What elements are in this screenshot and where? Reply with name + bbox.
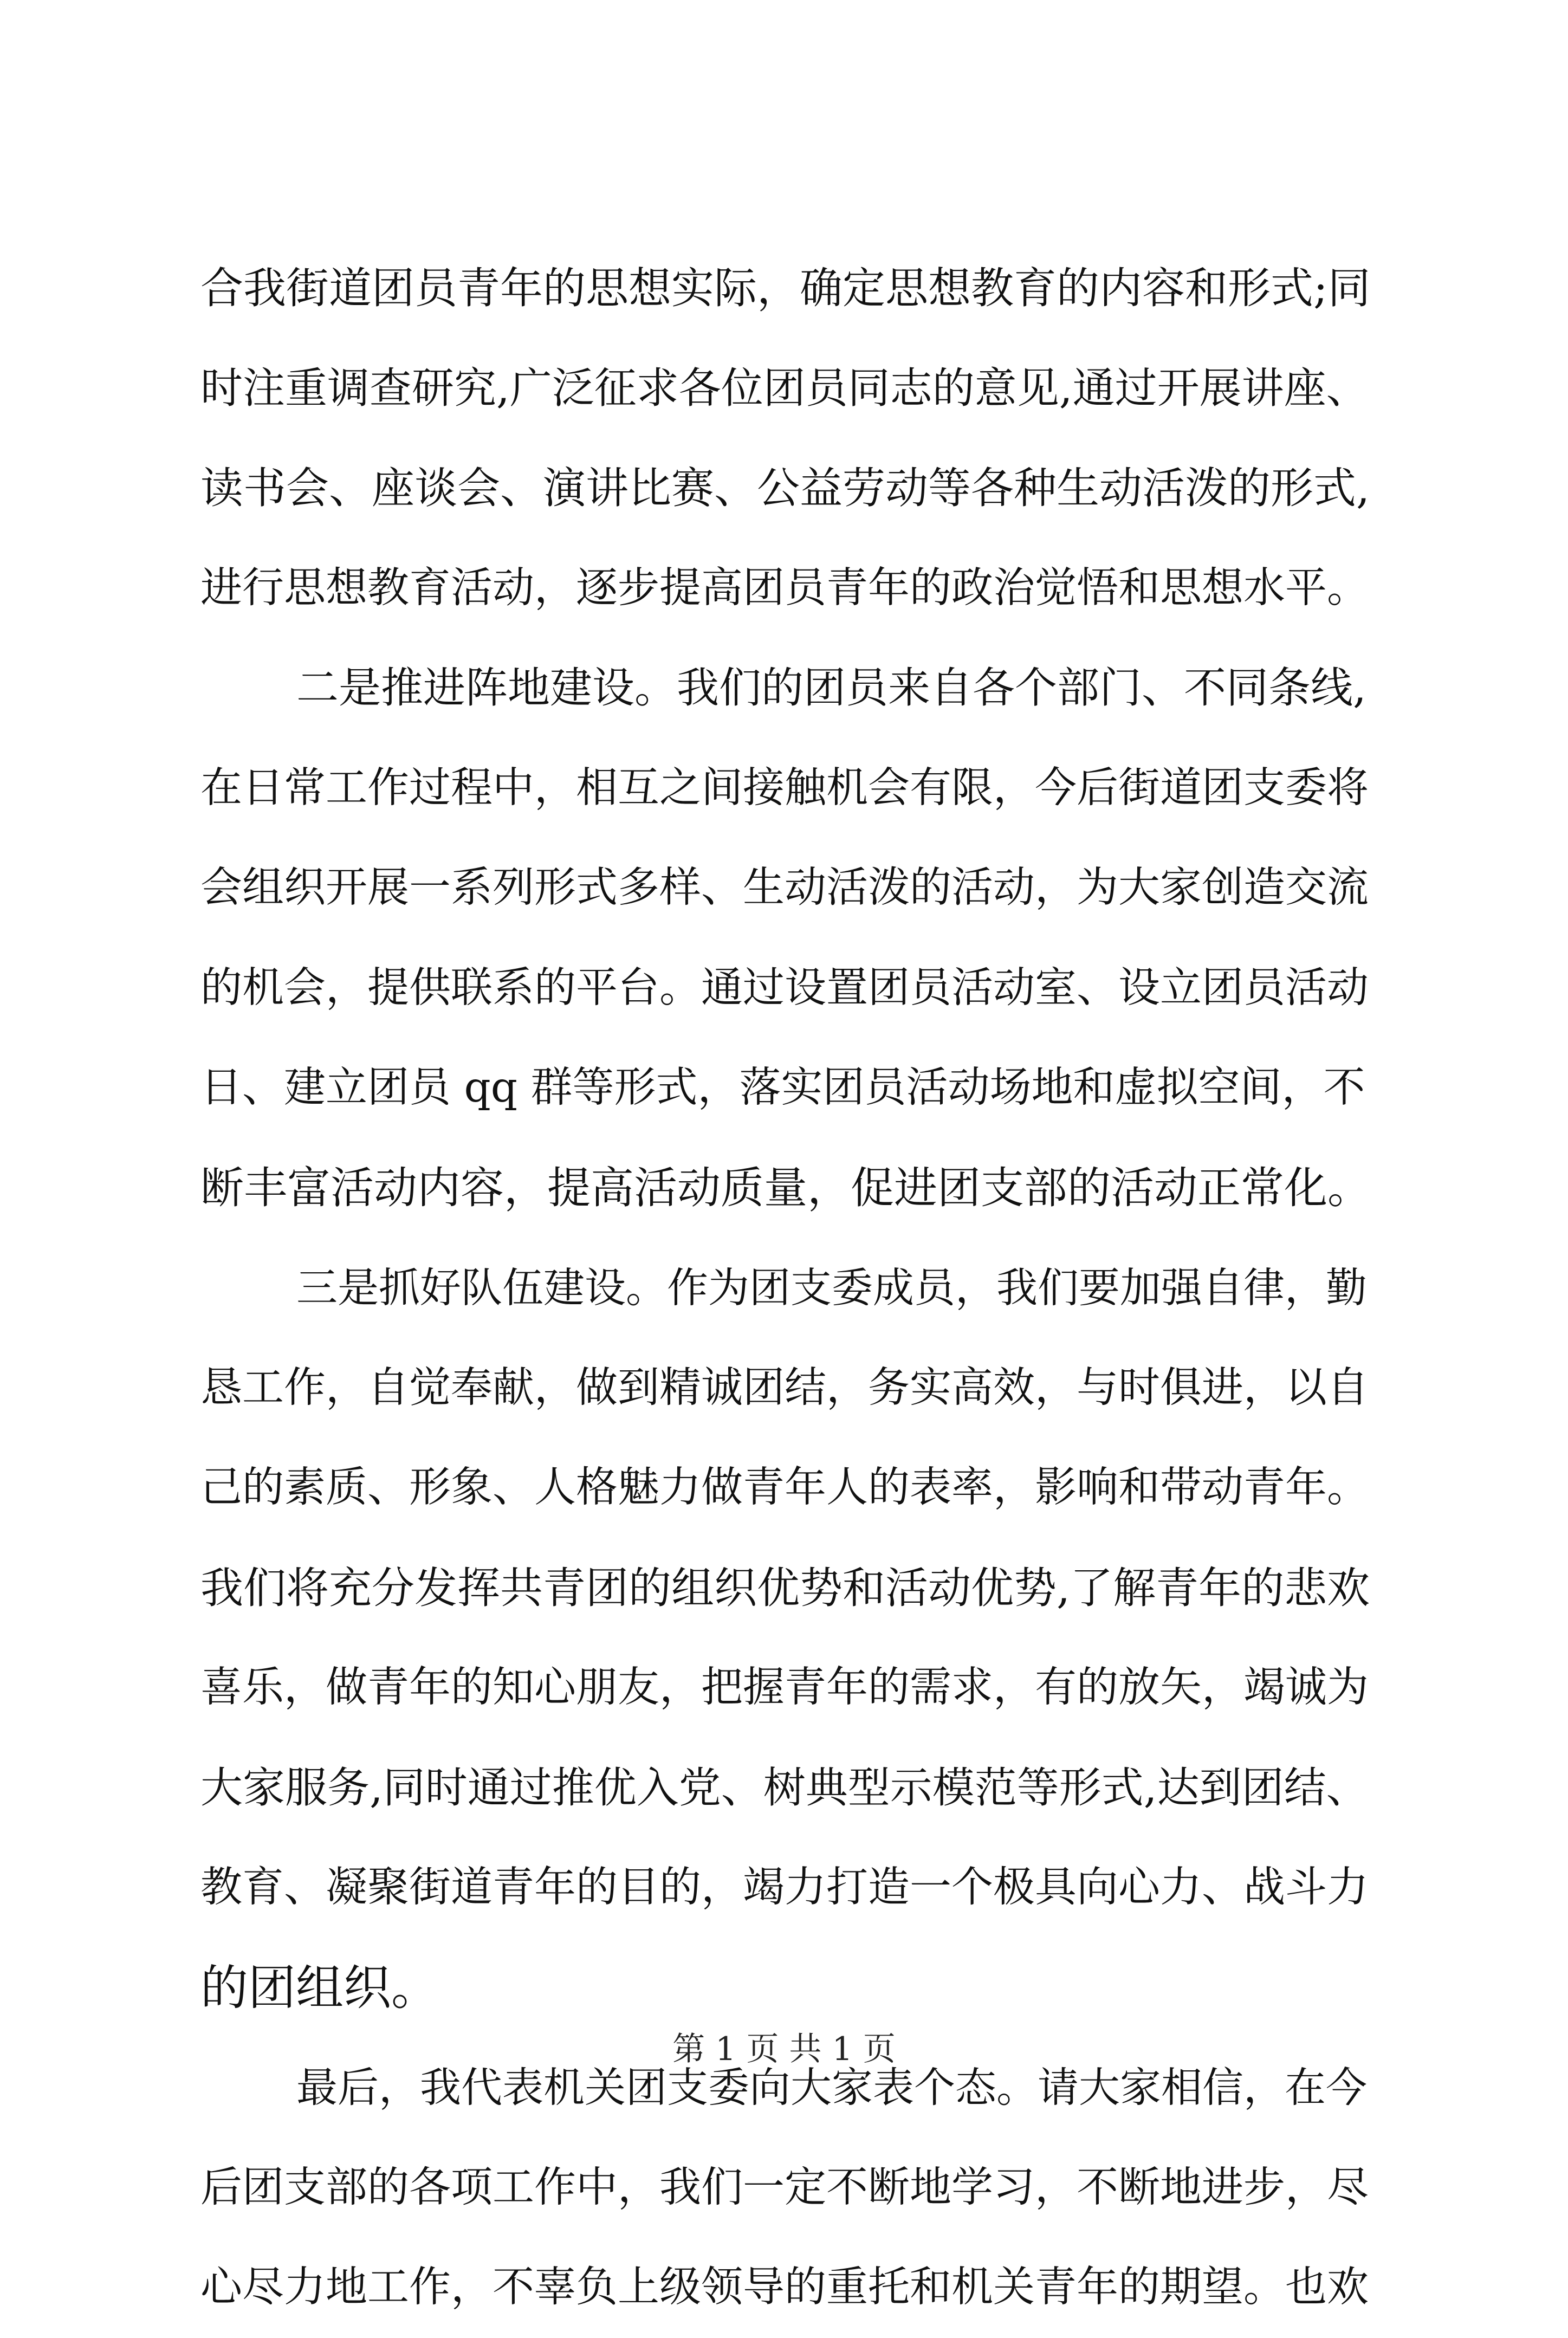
text-line: 我们将充分发挥共青团的组织优势和活动优势,了解青年的悲欢: [200, 1563, 1370, 1613]
text-line: 在日常工作过程中，相互之间接触机会有限，今后街道团支委将: [200, 763, 1369, 812]
text-line: 大家服务,同时通过推优入党、树典型示模范等形式,达到团结、: [200, 1763, 1369, 1812]
text-line: 后团支部的各项工作中，我们一定不断地学习，不断地进步，尽: [200, 2163, 1369, 2212]
text-line: 进行思想教育活动，逐步提高团员青年的政治觉悟和思想水平。: [200, 564, 1369, 612]
paragraph-start-line: 二是推进阵地建设。我们的团员来自各个部门、不同条线,: [296, 664, 1366, 713]
text-line: 教育、凝聚街道青年的目的，竭力打造一个极具向心力、战斗力: [200, 1863, 1369, 1912]
text-line: 合我街道团员青年的思想实际，确定思想教育的内容和形式;同: [200, 263, 1371, 313]
text-line: 己的素质、形象、人格魅力做青年人的表率，影响和带动青年。: [200, 1463, 1369, 1512]
text-line: 读书会、座谈会、演讲比赛、公益劳动等各种生动活泼的形式,: [200, 463, 1370, 513]
text-line: 断丰富活动内容，提高活动质量，促进团支部的活动正常化。: [200, 1162, 1371, 1213]
text-line: 的机会，提供联系的平台。通过设置团员活动室、设立团员活动: [200, 963, 1369, 1012]
page-footer: 第 1 页 共 1 页: [672, 2030, 896, 2068]
text-line: 的团组织。: [200, 1959, 439, 2016]
text-line: 日、建立团员 qq 群等形式，落实团员活动场地和虚拟空间，不: [200, 1064, 1365, 1112]
text-line: 时注重调查研究,广泛征求各位团员同志的意见,通过开展讲座、: [200, 364, 1369, 413]
paragraph-start-line: 最后，我代表机关团支委向大家表个态。请大家相信，在今: [296, 2063, 1367, 2112]
text-line: 心尽力地工作，不辜负上级领导的重托和机关青年的期望。也欢: [200, 2263, 1369, 2311]
body-text: [200, 238, 1371, 2338]
text-line: 恳工作，自觉奉献，做到精诚团结，务实高效，与时俱进，以自: [200, 1363, 1369, 1412]
text-line: 会组织开展一系列形式多样、生动活泼的活动，为大家创造交流: [200, 864, 1369, 912]
paragraph-start-line: 三是抓好队伍建设。作为团支委成员，我们要加强自律，勤: [296, 1264, 1367, 1312]
text-line: 喜乐，做青年的知心朋友，把握青年的需求，有的放矢，竭诚为: [200, 1663, 1369, 1712]
